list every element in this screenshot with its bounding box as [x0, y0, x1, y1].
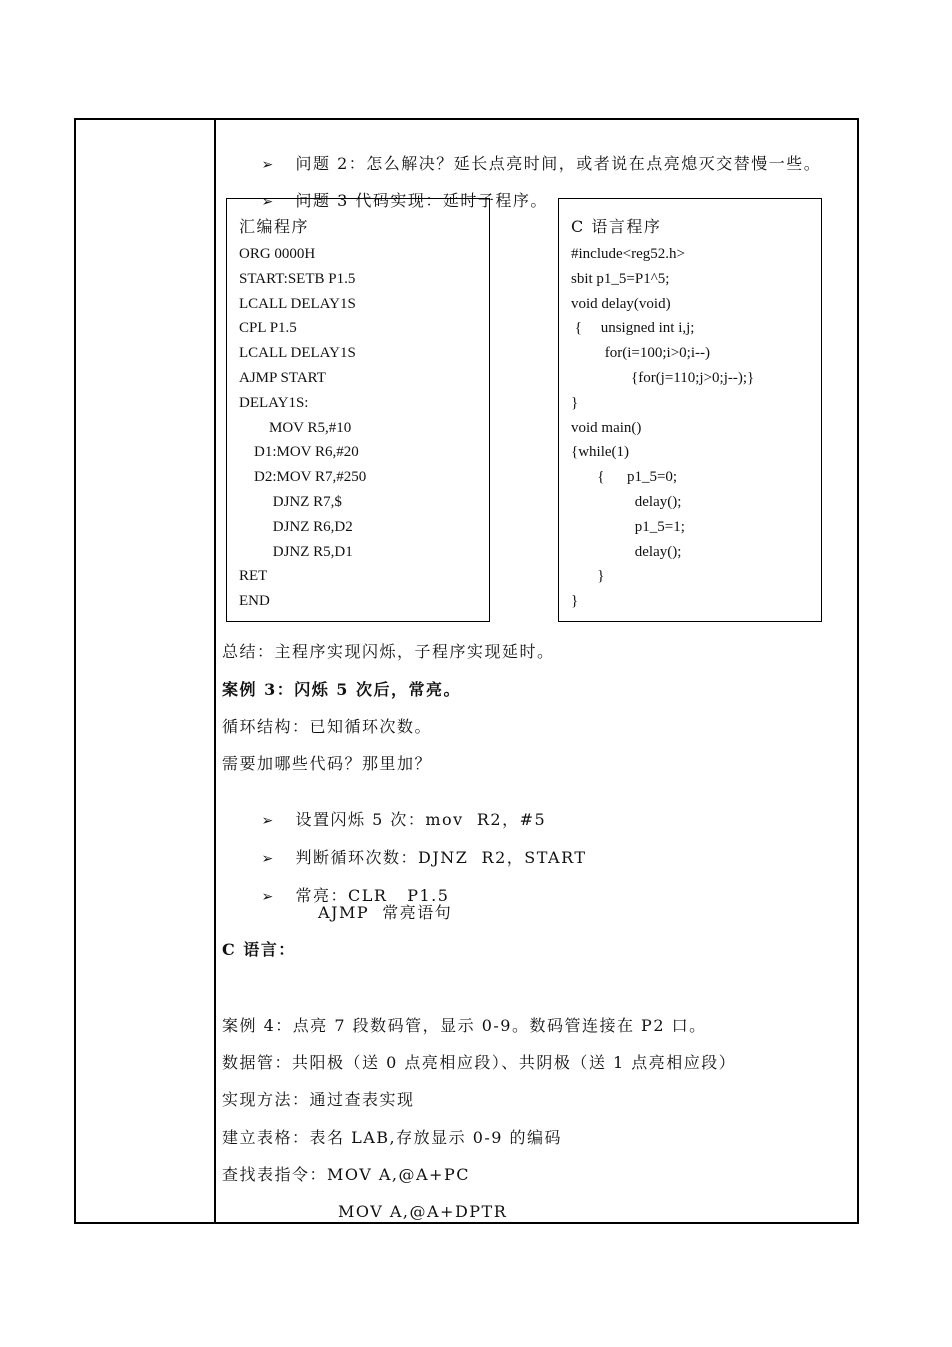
c-code-line: } [571, 394, 579, 411]
bullet-arrow-icon: ➢ [261, 157, 275, 173]
c-code-line: delay(); [571, 494, 682, 510]
bullet-arrow-icon: ➢ [261, 851, 275, 867]
asm-code-line: START:SETB P1.5 [239, 270, 356, 287]
summary-text: 总结：主程序实现闪烁，子程序实现延时。 [222, 642, 555, 661]
c-code-line: } [571, 593, 579, 610]
c-code-line: p1_5=1; [571, 518, 685, 535]
c-code-line: void delay(void) [571, 295, 671, 312]
c-language-label: C 语言： [222, 940, 296, 959]
c-code-line: { unsigned int i,j; [571, 320, 695, 337]
c-code-line: void main() [571, 419, 642, 436]
asm-code-line: ORG 0000H [239, 246, 316, 262]
bullet-arrow-icon: ➢ [261, 194, 275, 210]
build-table-text: 建立表格：表名 LAB,存放显示 0-9 的编码 [222, 1128, 563, 1147]
asm-code-line: CPL P1.5 [239, 320, 297, 337]
asm-code-line: END [239, 593, 270, 610]
bullet-arrow-icon: ➢ [261, 889, 275, 905]
asm-code-line: D2:MOV R7,#250 [239, 469, 367, 486]
loop-structure-text: 循环结构：已知循环次数。 [222, 717, 433, 736]
bullet-always-on: ➢ 常亮：CLR P1.5 [261, 886, 450, 905]
c-code-line: { p1_5=0; [571, 469, 678, 486]
asm-code-line: LCALL DELAY1S [239, 345, 356, 362]
question-text: 需要加哪些代码？那里加？ [222, 754, 433, 773]
content-cell [222, 120, 853, 1222]
bullet-arrow-icon: ➢ [261, 813, 275, 829]
ajmp-line: AJMP 常亮语句 [318, 903, 453, 922]
asm-code-line: RET [239, 568, 268, 585]
bullet-check-loop: ➢ 判断循环次数：DJNZ R2，START [261, 848, 587, 867]
c-code-box [558, 198, 822, 622]
c-code-line: sbit p1_5=P1^5; [571, 270, 670, 287]
asm-code-line: AJMP START [239, 370, 326, 386]
c-code-line: delay(); [571, 543, 682, 560]
c-code-line: #include<reg52.h> [571, 246, 685, 262]
case3-title: 案例 3：闪烁 5 次后，常亮。 [222, 680, 461, 699]
asm-code-line: MOV R5,#10 [239, 419, 352, 436]
bullet-question-3: ➢ 问题 3 代码实现：延时子程序。 [261, 191, 548, 210]
c-title: C 语言程序 [571, 217, 662, 236]
bullet-question-2: ➢ 问题 2：怎么解决？延长点亮时间，或者说在点亮熄灭交替慢一些。 [261, 154, 822, 173]
c-code-line: {while(1) [571, 444, 630, 461]
method-text: 实现方法：通过查表实现 [222, 1090, 415, 1109]
asm-code-line: LCALL DELAY1S [239, 295, 356, 312]
asm-code-line: D1:MOV R6,#20 [239, 444, 359, 461]
column-divider [214, 120, 216, 1222]
asm-code-line: DJNZ R6,D2 [239, 518, 353, 535]
asm-title: 汇编程序 [239, 217, 310, 236]
asm-code-line: DELAY1S: [239, 394, 309, 411]
asm-code-box [226, 198, 490, 622]
display-types-text: 数据管：共阳极（送 0 点亮相应段）、共阴极（送 1 点亮相应段） [222, 1053, 737, 1072]
c-code-line: } [571, 568, 605, 585]
lookup-instruction: 查找表指令：MOV A,@A+PC [222, 1165, 470, 1184]
c-code-line: {for(j=110;j>0;j--);} [571, 370, 755, 386]
bullet-set-count: ➢ 设置闪烁 5 次：mov R2，#5 [261, 810, 547, 829]
asm-code-line: DJNZ R7,$ [239, 494, 342, 510]
case4-title: 案例 4：点亮 7 段数码管，显示 0-9。数码管连接在 P2 口。 [222, 1016, 707, 1035]
c-code-line: for(i=100;i>0;i--) [571, 345, 710, 362]
lookup-instruction-2: MOV A,@A+DPTR [338, 1202, 508, 1221]
page-table [74, 118, 859, 1224]
asm-code-line: DJNZ R5,D1 [239, 543, 353, 560]
